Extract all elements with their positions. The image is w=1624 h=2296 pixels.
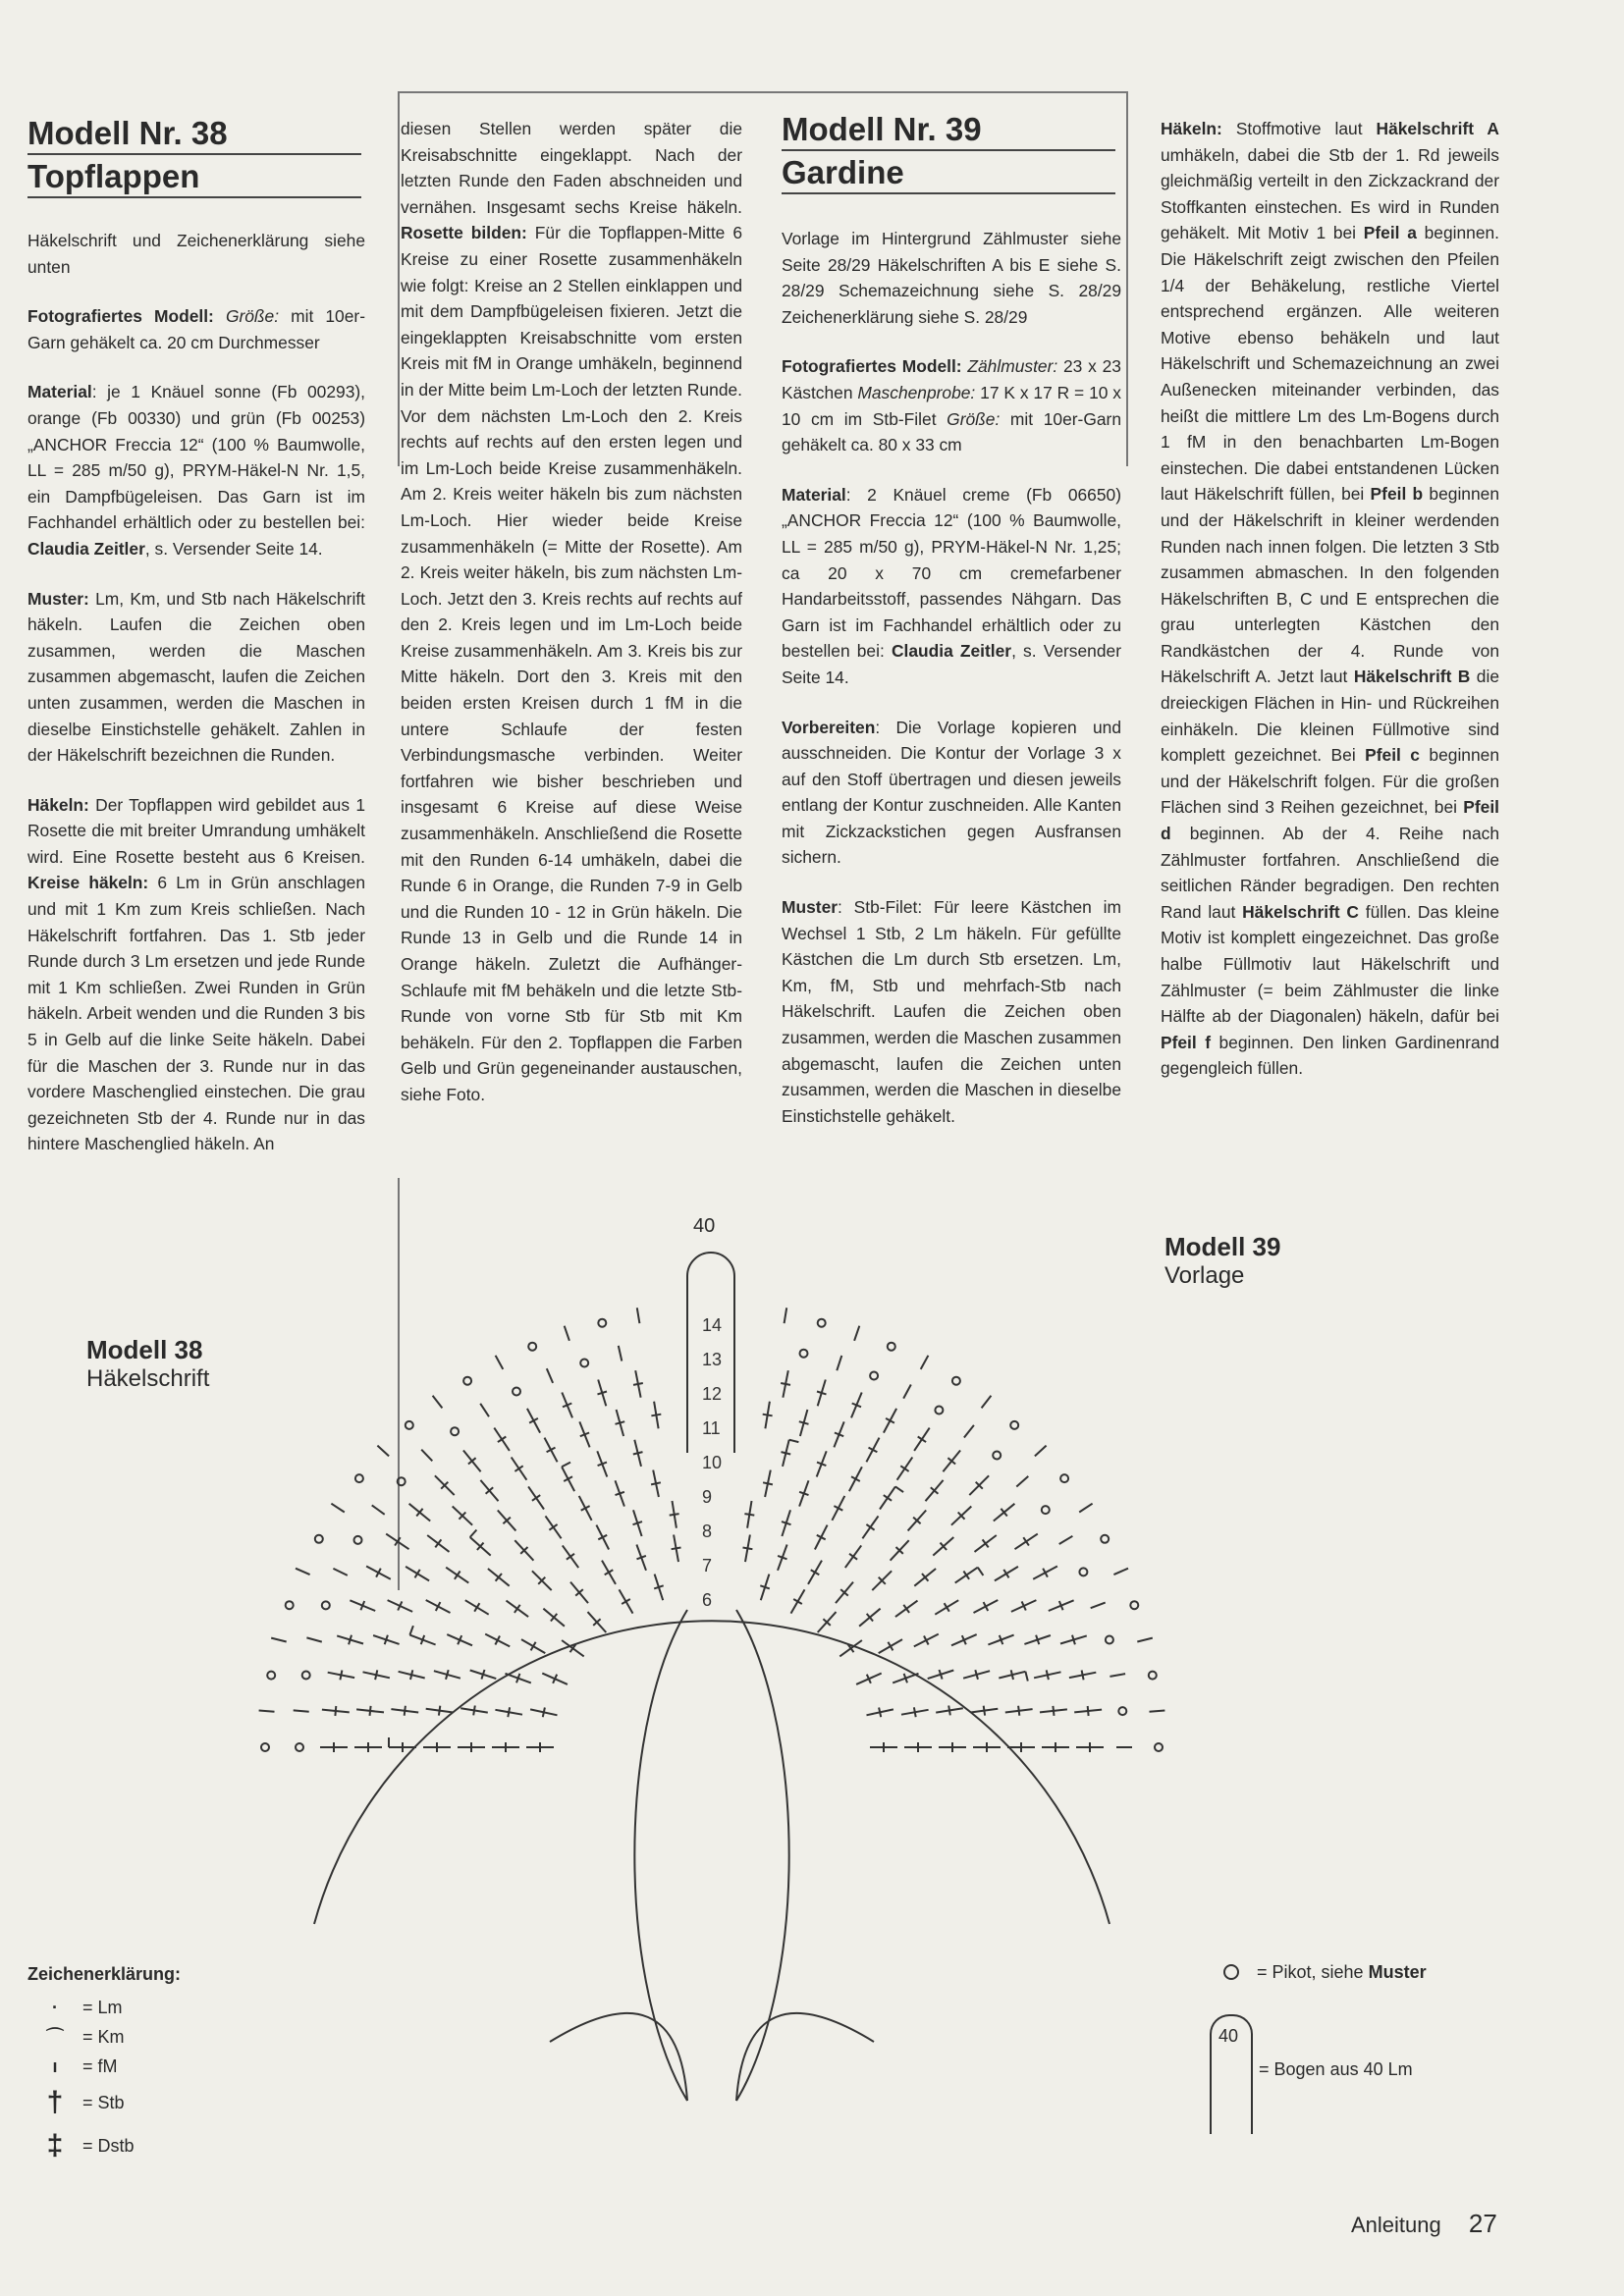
- pikot-mark: [406, 1421, 413, 1429]
- stitch-crossbar: [672, 1548, 681, 1550]
- stitch-crossbar: [439, 1706, 440, 1716]
- text-run: Größe:: [947, 408, 1001, 429]
- fan-mark: [1025, 1672, 1027, 1682]
- text-run: : je 1 Knäuel sonne (Fb 00293), orange (Fb 00330) und grün (Fb 00253) „ANCHOR Freccia 12“ (100 % Baumwolle, LL = 285 m/50 g), PRYM-Häkel-N Nr. 1,5, ein Dampfbügeleisen. Das Garn ist im Fachhandel erhältlich oder zu bestellen bei:: [27, 382, 365, 533]
- stitch-crossbar: [651, 1482, 661, 1484]
- round-number: 11: [702, 1418, 721, 1438]
- stitch-crossbar: [799, 1421, 809, 1424]
- pikot-mark: [463, 1377, 471, 1385]
- fan-mark: [409, 1626, 413, 1634]
- stitch-crossbar: [884, 1495, 892, 1501]
- stitch-mark: [1137, 1638, 1153, 1642]
- stitch-crossbar: [1053, 1706, 1054, 1716]
- rosette-petal: [550, 2013, 874, 2101]
- stitch-mark: [259, 1711, 275, 1712]
- pikot-mark: [993, 1452, 1001, 1460]
- legend: [27, 1959, 181, 2167]
- text-run: Häkelschrift A: [1376, 119, 1499, 138]
- stitch-mark: [496, 1356, 504, 1369]
- legend-symbol-icon: ⌒: [46, 2027, 64, 2047]
- stitch-crossbar: [781, 1383, 790, 1385]
- stitch-crossbar: [532, 1495, 540, 1501]
- stitch-crossbar: [744, 1514, 754, 1516]
- stitch-mark: [333, 1569, 347, 1575]
- pikot-label-bold: Muster: [1368, 1962, 1427, 1982]
- bogen-label: = Bogen aus 40 Lm: [1259, 2059, 1413, 2079]
- stitch-mark: [296, 1569, 310, 1575]
- pikot-mark: [935, 1407, 943, 1415]
- stitch-mark: [547, 1368, 553, 1383]
- round-number: 9: [702, 1487, 713, 1507]
- stitch-crossbar: [1072, 1635, 1075, 1645]
- stitch-crossbar: [508, 1707, 510, 1717]
- pikot-mark: [1010, 1421, 1018, 1429]
- round-number: 7: [702, 1556, 713, 1575]
- stitch-crossbar: [914, 1707, 916, 1717]
- stitch-crossbar: [514, 1605, 520, 1613]
- page-number: 27: [1468, 2209, 1497, 2238]
- stitch-crossbar: [633, 1383, 643, 1385]
- stitch-crossbar: [900, 1466, 908, 1471]
- legend-item: [27, 2052, 181, 2081]
- text-run: Zählmuster:: [967, 356, 1058, 377]
- pikot-icon: [1223, 1964, 1239, 1980]
- legend-label: = Dstb: [82, 2136, 135, 2156]
- model39-number: Modell Nr. 39: [782, 111, 982, 147]
- text-run: Pfeil b: [1370, 484, 1424, 505]
- pikot-mark: [800, 1350, 808, 1358]
- stitch-crossbar: [670, 1514, 679, 1516]
- text-run: Vorbereiten: [782, 717, 876, 737]
- text-run: die dreieckigen Flächen in Hin- und Rückreihen einhäkeln. Die kleinen Füllmotive sind komplett gezeichnet. Bei: [1161, 667, 1499, 766]
- pikot-mark: [1106, 1636, 1113, 1644]
- legend-label: = fM: [82, 2056, 118, 2076]
- pikot-mark: [598, 1319, 606, 1327]
- stitch-crossbar: [963, 1572, 969, 1579]
- text-run: Häkelschrift und Zeichenerklärung siehe unten: [27, 231, 365, 277]
- stitch-mark: [1091, 1603, 1106, 1609]
- stitch-crossbar: [1023, 1537, 1029, 1545]
- model39-name: Gardine: [782, 154, 904, 190]
- pikot-mark: [261, 1743, 269, 1751]
- pikot-mark: [267, 1672, 275, 1680]
- stitch-crossbar: [410, 1670, 412, 1680]
- stitch-mark: [294, 1710, 309, 1711]
- stitch-crossbar: [498, 1437, 506, 1443]
- legend-symbol-icon: ı: [52, 2056, 58, 2076]
- text-run: Pfeil f: [1161, 1032, 1211, 1052]
- text-run: Claudia Zeitler: [891, 641, 1012, 662]
- text-run: Kreise häkeln:: [27, 873, 149, 893]
- stitch-crossbar: [616, 1421, 625, 1424]
- text-run: beginnen. Ab der 4. Reihe nach Zählmuster fortfahren. Anschließend die seitlichen Ränder begradigen. Den rechten Rand laut: [1161, 824, 1499, 922]
- round-number: 12: [702, 1384, 723, 1404]
- stitch-crossbar: [598, 1392, 608, 1395]
- model38-name: Topflappen: [27, 158, 200, 194]
- stitch-crossbar: [567, 1554, 574, 1560]
- stitch-crossbar: [1011, 1670, 1013, 1680]
- template-label-title: Modell 39: [1164, 1232, 1281, 1261]
- text-run: : 2 Knäuel creme (Fb 06650) „ANCHOR Freccia 12“ (100 % Baumwolle, LL = 285 m/50 g), PRYM-Häkel-N Nr. 1,25; ca 20 x 70 cm cremefarbener Handarbeitsstoff, passendes Nähgarn. Das Garn ist im Fachhandel erhältlich oder zu bestellen bei:: [782, 484, 1121, 662]
- legend-item: [27, 2022, 181, 2052]
- pikot-mark: [952, 1377, 960, 1385]
- round-number: 10: [702, 1453, 723, 1472]
- stitch-crossbar: [633, 1452, 643, 1454]
- page-footer: [1351, 2209, 1497, 2239]
- text-run: Häkeln:: [27, 794, 89, 815]
- pikot-mark: [286, 1601, 294, 1609]
- pikot-mark: [1130, 1601, 1138, 1609]
- stitch-crossbar: [405, 1706, 406, 1716]
- stitch-crossbar: [543, 1708, 545, 1718]
- round-number: 14: [702, 1315, 723, 1335]
- text-run: 6 Lm in Grün anschlagen und mit 1 Km zum Kreis schließen. Nach Häkelschrift fortfahren. Das 1. Stb jeder Runde durch 3 Lm ersetzen und jede Runde mit 1 Km schließen. Zwei Runden in Grün häkeln. Arbeit wenden und die Runden 3 bis 5 in Gelb auf die linke Seite häkeln. Dabei für die Maschen der 3. Runde nur in das vordere Maschenglied einstechen. Die grau gezeichneten Stb der 4. Runde nur in das hintere Maschenglied häkeln. An: [27, 873, 365, 1154]
- pikot-mark: [513, 1388, 520, 1396]
- text-run: , s. Versender Seite 14.: [144, 538, 323, 559]
- text-run: Vorlage im Hintergrund Zählmuster siehe Seite 28/29 Häkelschriften A bis E siehe S. 28/29 Schemazeichnung siehe S. 28/29 Zeichenerklärung siehe S. 28/29: [782, 229, 1121, 327]
- stitch-crossbar: [446, 1670, 449, 1680]
- stitch-mark: [982, 1396, 992, 1409]
- rosette-petal: [634, 1610, 788, 2101]
- text-run: Pfeil a: [1363, 223, 1417, 243]
- text-run: Material: [27, 382, 92, 402]
- text-run: Material: [782, 484, 846, 505]
- text-run: Größe:: [225, 306, 280, 327]
- stitch-mark: [1110, 1674, 1125, 1677]
- stitch-mark: [903, 1385, 911, 1399]
- stitch-mark: [1016, 1476, 1028, 1487]
- text-run: , s. Versender Seite 14.: [782, 641, 1121, 687]
- stitch-crossbar: [975, 1670, 978, 1680]
- pikot-mark: [888, 1343, 895, 1351]
- stitch-crossbar: [455, 1572, 460, 1579]
- text-run: Rosette bilden:: [401, 223, 527, 243]
- stitch-mark: [1035, 1446, 1047, 1457]
- stitch-crossbar: [375, 1670, 377, 1680]
- text-run: beginnen und der Häkelschrift in kleiner werdenden Runden nach innen folgen. Die letzten 3 Stb zusammen abmaschen. In den folgenden Häkelschriften B, C und E entsprechen die grau unterlegten Kästchen den Randkästchen der 4. Runde von Häkelschrift A. Jetzt laut: [1161, 484, 1499, 687]
- text-run: Lm, Km, und Stb nach Häkelschrift häkeln. Laufen die Zeichen oben zusammen, werden die Maschen zusammen abgemascht, laufen die Zeichen unten zusammen, werden die Maschen in dieselbe Einstichstelle gehäkelt. Zahlen in der Häkelschrift bezeichnen die Runden.: [27, 588, 365, 766]
- text-run: mit 10er-Garn gehäkelt ca. 20 cm Durchmesser: [27, 306, 365, 352]
- pikot-label-prefix: = Pikot, siehe: [1257, 1962, 1369, 1982]
- legend-item: [27, 1993, 181, 2022]
- text-run: Muster:: [27, 588, 89, 609]
- text-run: Häkelschrift C: [1242, 901, 1359, 922]
- legend-title: Zeichenerklärung:: [27, 1964, 182, 1984]
- stitch-crossbar: [866, 1524, 874, 1530]
- stitch-mark: [372, 1505, 385, 1514]
- rosette-arc: [314, 1621, 1110, 1924]
- legend-label: = Km: [82, 2027, 125, 2047]
- text-run: Häkelschrift B: [1353, 667, 1471, 687]
- text-run: Claudia Zeitler: [27, 538, 145, 559]
- stitch-crossbar: [918, 1437, 926, 1443]
- legend-item: [27, 2081, 181, 2124]
- stitch-mark: [1150, 1711, 1165, 1712]
- pikot-mark: [398, 1477, 406, 1485]
- pikot-mark: [870, 1372, 878, 1380]
- stitch-mark: [921, 1356, 929, 1369]
- pikot-mark: [1155, 1743, 1163, 1751]
- text-run: beginnen. Die Häkelschrift zeigt zwischen den Pfeilen 1/4 der Behäkelung, restliche Viertel entsprechend ergänzen. Alle weiteren Motive ebenso behäkeln und laut Häkelschrift und Schemazeichnung an zwei Außenecken miteinander verbinden, das heißt die mittlere Lm des Lm-Bogens durch 1 fM in den benachbarten Lm-Bogen einstechen. Die dabei entstandenen Lücken laut Häkelschrift füllen, bei: [1161, 223, 1500, 505]
- stitch-mark: [377, 1446, 389, 1457]
- text-run: beginnen. Den linken Gardinenrand gegengleich füllen.: [1161, 1032, 1499, 1079]
- stitch-crossbar: [370, 1706, 371, 1716]
- legend-symbol-icon: ‡: [46, 2129, 64, 2162]
- pikot-mark: [322, 1601, 330, 1609]
- pikot-mark: [528, 1343, 536, 1351]
- text-run: beginnen und der Häkelschrift folgen. Für die großen Flächen sind 3 Reihen gezeichnet, bei: [1161, 745, 1499, 818]
- pikot-mark: [580, 1360, 588, 1367]
- pikot-mark: [315, 1535, 323, 1543]
- fan-mark: [789, 1440, 799, 1442]
- text-run: Häkeln:: [1161, 119, 1222, 138]
- template-label-subtitle: Vorlage: [1164, 1262, 1245, 1289]
- stitch-crossbar: [763, 1415, 773, 1416]
- pikot-mark: [302, 1672, 310, 1680]
- pikot-mark: [1118, 1707, 1126, 1715]
- legend-label: = Stb: [82, 2093, 125, 2112]
- text-run: Fotografiertes Modell:: [782, 356, 962, 377]
- stitch-crossbar: [395, 1537, 401, 1545]
- diagram-label-title: Modell 38: [86, 1335, 203, 1364]
- stitch-mark: [421, 1450, 432, 1462]
- diagram-label-subtitle: Häkelschrift: [86, 1365, 210, 1392]
- text-run: Maschenprobe:: [857, 382, 976, 402]
- stitch-crossbar: [743, 1548, 753, 1550]
- stitch-crossbar: [879, 1708, 881, 1718]
- pikot-mark: [296, 1743, 303, 1751]
- legend-item: [27, 2124, 181, 2167]
- text-run: Der Topflappen wird gebildet aus 1 Rosette die mit breiter Umrandung umhäkelt wird. Eine Rosette besteht aus 6 Kreisen.: [27, 794, 365, 867]
- legend-right: [1223, 1957, 1427, 1987]
- pikot-mark: [1149, 1672, 1157, 1680]
- footer-section: Anleitung: [1351, 2213, 1441, 2237]
- text-run: diesen Stellen werden später die Kreisabschnitte eingeklappt. Nach der letzten Runde den Faden abschneiden und vernähen. Insgesamt sechs Kreise häkeln.: [401, 119, 742, 217]
- model38-number: Modell Nr. 38: [27, 115, 228, 151]
- stitch-mark: [331, 1504, 344, 1513]
- stitch-crossbar: [782, 1452, 791, 1454]
- stitch-mark: [565, 1326, 569, 1341]
- fan-mark: [470, 1530, 477, 1538]
- text-run: 17 K x 17 R = 10 x 10 cm im Stb-Filet: [782, 382, 1122, 429]
- text-run: : Stb-Filet: Für leere Kästchen im Wechsel 1 Stb, 2 Lm häkeln. Für gefüllte Kästchen die Lm durch Stb ersetzen. Lm, Km, fM, Stb und mehrfach-Stb nach Häkelschrift. Laufen die Zeichen oben zusammen, werden die Maschen zusammen abgemascht, laufen die Zeichen unten zusammen, werden die Maschen in dieselbe Einstichstelle gehäkelt.: [782, 897, 1121, 1126]
- text-run: Stoffmotive laut: [1221, 119, 1377, 138]
- text-run: Für die Topflappen-Mitte 6 Kreise zu einer Rosette zusammenhäkeln wie folgt: Kreise an 2 Stellen einklappen und mit dem Dampfbügeleisen fixieren. Jetzt die eingeklappten Kreisabschnitte vom ersten Kreis mit fM in Orange umhäkeln, beginnend in der Mitte beim Lm-Loch der letzten Runde. Vor dem nächsten Lm-Loch den 2. Kreis rechts auf rechts auf den ersten legen und im Lm-Loch beide Kreise zusammenhäkeln. Am 2. Kreis weiter häkeln bis zum nächsten Lm-Loch. Hier wieder beide Kreise zusammenhäkeln (= Mitte der Rosette). Am 2. Kreis weiter häkeln, bis zum nächsten Lm-Loch. Jetzt den 3. Kreis rechts auf rechts auf den 2. Kreis legen und im Lm-Loch beide Kreise zusammenhäkeln. Am 3. Kreis bis zur Mitte häkeln. Dort den 3. Kreis mit den beiden ersten Kreisen durch 1 fM in die untere Schlaufe der festen Verbindungsmasche verbinden. Weiter fortfahren wie bisher beschrieben und insgesamt 6 Kreise auf diese Weise zusammenhäkeln. Anschließend die Rosette mit den Runden 6-14 umhäkeln, dabei die Runde 6 in Orange, die Runden 7-9 in Gelb und die Runden 10 - 12 in Grün häkeln. Die Runde 13 in Gelb und die Runde 14 in Orange häkeln. Zuletzt die Aufhänger-Schlaufe mit fM behäkeln und die letzte Stb-Runde von vorne Stb für Stb mit Km behäkeln. Für den 2. Topflappen die Farben Gelb und Grün gegeneinander austauschen, siehe Foto.: [401, 223, 743, 1104]
- stitch-crossbar: [948, 1706, 950, 1716]
- stitch-crossbar: [549, 1524, 557, 1530]
- stitch-mark: [306, 1637, 321, 1641]
- stitch-mark: [619, 1346, 623, 1362]
- legend-symbol-icon: ·: [52, 1998, 58, 2017]
- stitch-crossbar: [335, 1706, 336, 1716]
- text-run: Pfeil d: [1161, 797, 1499, 844]
- round-number: 8: [702, 1522, 713, 1541]
- stitch-crossbar: [1018, 1706, 1019, 1716]
- stitch-crossbar: [349, 1635, 352, 1645]
- text-run: 23 x 23 Kästchen: [782, 356, 1121, 402]
- stitch-mark: [964, 1425, 974, 1438]
- legend-label: = Lm: [82, 1998, 123, 2017]
- pikot-mark: [1101, 1535, 1109, 1543]
- legend-pikot: [1223, 1957, 1427, 1987]
- text-run: Fotografiertes Modell:: [27, 306, 214, 327]
- legend-items: [27, 1993, 181, 2167]
- pikot-mark: [1060, 1474, 1068, 1482]
- fan-mark: [562, 1463, 570, 1468]
- stitch-mark: [433, 1396, 443, 1409]
- stitch-mark: [837, 1356, 841, 1370]
- legend-symbol-icon: †: [46, 2086, 64, 2118]
- stitch-crossbar: [849, 1554, 857, 1560]
- text-run: Muster: [782, 897, 839, 918]
- bogen-count: 40: [1218, 2026, 1239, 2046]
- stitch-mark: [271, 1638, 287, 1642]
- stitch-mark: [480, 1404, 489, 1416]
- stitch-crossbar: [514, 1466, 522, 1471]
- fan-mark: [895, 1486, 903, 1492]
- stitch-crossbar: [1047, 1670, 1049, 1680]
- stitch-mark: [854, 1326, 859, 1341]
- stitch-mark: [1059, 1536, 1073, 1544]
- stitch-crossbar: [903, 1605, 909, 1613]
- stitch-crossbar: [340, 1671, 342, 1681]
- round-number: 6: [702, 1590, 713, 1610]
- text-run: : Die Vorlage kopieren und ausschneiden. Die Kontur der Vorlage 3 x auf den Stoff übertragen und diesen jeweils entlang der Kontur zuschneiden. Alle Kanten mit Zickzackstichen gegen Ausfransen sichern.: [782, 717, 1121, 868]
- stitch-crossbar: [817, 1392, 827, 1395]
- stitch-crossbar: [984, 1706, 985, 1716]
- stitch-crossbar: [473, 1706, 475, 1716]
- stitch-mark: [785, 1308, 787, 1323]
- text-run: füllen. Das kleine Motiv ist komplett eingezeichnet. Das große halbe Füllmotiv laut Häkelschrift und Zählmuster (= beim Zählmuster die linke Hälfte ab der Diagonalen) häkeln, dafür bei: [1161, 901, 1500, 1027]
- stitch-crossbar: [1088, 1706, 1089, 1716]
- pikot-mark: [355, 1474, 363, 1482]
- fan-mark: [978, 1568, 984, 1575]
- text-run: umhäkeln, dabei die Stb der 1. Rd jeweils gleichmäßig verteilt in den Zickzackrand der Stoffkanten einstechen. Es wird in Runden gehäkelt. Mit Motiv 1 bei: [1161, 144, 1499, 243]
- pikot-mark: [1042, 1506, 1050, 1514]
- stitch-mark: [1113, 1569, 1128, 1575]
- stitch-crossbar: [651, 1415, 661, 1416]
- stitch-crossbar: [1082, 1671, 1084, 1681]
- loop-count-label: 40: [693, 1215, 716, 1237]
- stitch-crossbar: [763, 1482, 773, 1484]
- pikot-mark: [451, 1427, 459, 1435]
- text-run: mit 10er-Garn gehäkelt ca. 80 x 33 cm: [782, 408, 1122, 455]
- pikot-mark: [354, 1536, 362, 1544]
- text-run: Pfeil c: [1365, 745, 1420, 766]
- pikot-mark: [818, 1319, 826, 1327]
- stitch-mark: [1079, 1504, 1092, 1513]
- pikot-mark: [1079, 1568, 1087, 1575]
- stitch-mark: [637, 1308, 640, 1323]
- round-number: 13: [702, 1350, 723, 1369]
